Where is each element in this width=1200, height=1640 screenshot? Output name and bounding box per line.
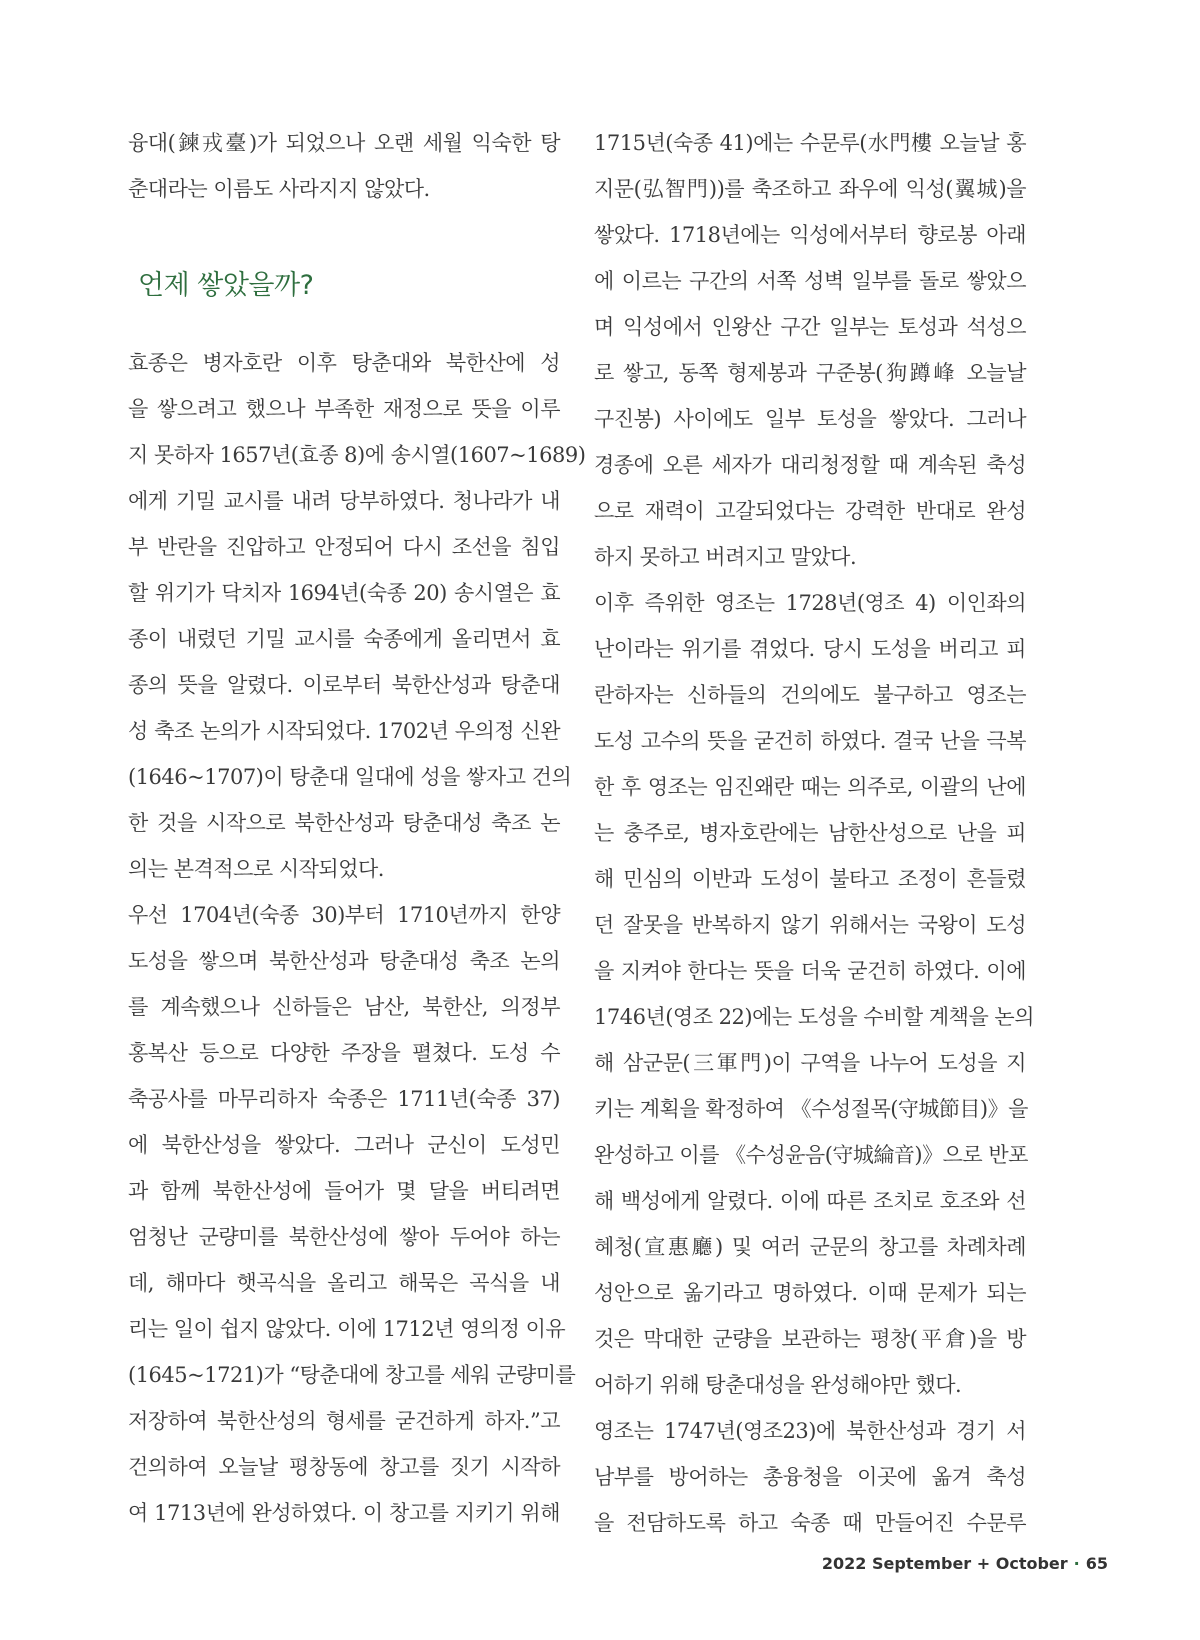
text-line: 데, 해마다 햇곡식을 올리고 해묵은 곡식을 내 bbox=[128, 1271, 560, 1295]
text-line: 효종은 병자호란 이후 탕춘대와 북한산에 성 bbox=[128, 351, 560, 375]
text-line: 남부를 방어하는 총융청을 이곳에 옮겨 축성 bbox=[594, 1465, 1026, 1489]
text-line: 1746년(영조 22)에는 도성을 수비할 계책을 논의 bbox=[594, 1005, 1035, 1029]
text-line: 는 충주로, 병자호란에는 남한산성으로 난을 피 bbox=[594, 821, 1026, 845]
text-line: 혜청(宣惠廳) 및 여러 군문의 창고를 차례차례 bbox=[594, 1235, 1026, 1259]
text-line: 성안으로 옮기라고 명하였다. 이때 문제가 되는 bbox=[594, 1281, 1026, 1305]
page-footer bbox=[822, 1554, 1108, 1573]
text-line: 를 계속했으나 신하들은 남산, 북한산, 의정부 bbox=[128, 995, 560, 1019]
text-line: 해 백성에게 알렸다. 이에 따른 조치로 호조와 선 bbox=[594, 1189, 1026, 1213]
text-line: 어하기 위해 탕춘대성을 완성해야만 했다. bbox=[594, 1373, 962, 1397]
text-line: 완성하고 이를 《수성윤음(守城綸音)》으로 반포 bbox=[594, 1143, 1028, 1167]
text-line: 융대(鍊戎臺)가 되었으나 오랜 세월 익숙한 탕 bbox=[128, 131, 560, 155]
footer-separator: · bbox=[1073, 1554, 1080, 1573]
left-column bbox=[128, 120, 586, 1536]
text-line: 난이라는 위기를 겪었다. 당시 도성을 버리고 피 bbox=[594, 637, 1026, 661]
section-spacer bbox=[128, 212, 560, 258]
text-line: 할 위기가 닥치자 1694년(숙종 20) 송시열은 효 bbox=[128, 581, 560, 605]
text-line: 을 쌓으려고 했으나 부족한 재정으로 뜻을 이루 bbox=[128, 397, 560, 421]
text-line: 엄청난 군량미를 북한산성에 쌓아 두어야 하는 bbox=[128, 1225, 560, 1249]
text-line: 경종에 오른 세자가 대리청정할 때 계속된 축성 bbox=[594, 453, 1026, 477]
text-line: 영조는 1747년(영조23)에 북한산성과 경기 서 bbox=[594, 1419, 1026, 1443]
text-line: 성 축조 논의가 시작되었다. 1702년 우의정 신완 bbox=[128, 719, 560, 743]
text-line: 을 전담하도록 하고 숙종 때 만들어진 수문루 bbox=[594, 1511, 1026, 1535]
text-line: 로 쌓고, 동쪽 형제봉과 구준봉(狗蹲峰 오늘날 bbox=[594, 361, 1026, 385]
text-line: 란하자는 신하들의 건의에도 불구하고 영조는 bbox=[594, 683, 1026, 707]
text-line: 축공사를 마무리하자 숙종은 1711년(숙종 37) bbox=[128, 1087, 560, 1111]
right-body-text bbox=[594, 120, 1035, 1546]
text-line: 저장하여 북한산성의 형세를 굳건하게 하자.”고 bbox=[128, 1409, 560, 1433]
text-line: 하지 못하고 버려지고 말았다. bbox=[594, 545, 857, 569]
text-line: 구진봉) 사이에도 일부 토성을 쌓았다. 그러나 bbox=[594, 407, 1026, 431]
text-line: 에 북한산성을 쌓았다. 그러나 군신이 도성민 bbox=[128, 1133, 560, 1157]
text-line: 종의 뜻을 알렸다. 이로부터 북한산성과 탕춘대 bbox=[128, 673, 560, 697]
text-line: 지문(弘智門))를 축조하고 좌우에 익성(翼城)을 bbox=[594, 177, 1026, 201]
text-line: 으로 재력이 고갈되었다는 강력한 반대로 완성 bbox=[594, 499, 1026, 523]
text-line: (1646~1707)이 탕춘대 일대에 성을 쌓자고 건의 bbox=[128, 765, 572, 789]
section-heading: 언제 쌓았을까? bbox=[138, 270, 314, 301]
text-line: 쌓았다. 1718년에는 익성에서부터 향로봉 아래 bbox=[594, 223, 1026, 247]
text-line: 해 삼군문(三軍門)이 구역을 나누어 도성을 지 bbox=[594, 1051, 1026, 1075]
page-number: 65 bbox=[1085, 1554, 1108, 1573]
text-line: 도성 고수의 뜻을 굳건히 하였다. 결국 난을 극복 bbox=[594, 729, 1026, 753]
text-line: 며 익성에서 인왕산 구간 일부는 토성과 석성으 bbox=[594, 315, 1026, 339]
left-body-text bbox=[128, 340, 586, 1536]
text-line: 에 이르는 구간의 서쪽 성벽 일부를 돌로 쌓았으 bbox=[594, 269, 1026, 293]
text-line: 지 못하자 1657년(효종 8)에 송시열(1607~1689) bbox=[128, 443, 586, 467]
text-line: 1715년(숙종 41)에는 수문루(水門樓 오늘날 홍 bbox=[594, 131, 1026, 155]
text-line: 홍복산 등으로 다양한 주장을 펼쳤다. 도성 수 bbox=[128, 1041, 560, 1065]
text-line: 부 반란을 진압하고 안정되어 다시 조선을 침입 bbox=[128, 535, 560, 559]
text-line: 키는 계획을 확정하여 《수성절목(守城節目)》을 bbox=[594, 1097, 1028, 1121]
text-line: 한 것을 시작으로 북한산성과 탕춘대성 축조 논 bbox=[128, 811, 560, 835]
text-line: 리는 일이 쉽지 않았다. 이에 1712년 영의정 이유 bbox=[128, 1317, 566, 1341]
text-line: 의는 본격적으로 시작되었다. bbox=[128, 857, 384, 881]
left-intro-paragraph bbox=[128, 120, 560, 212]
issue-label: 2022 September + October bbox=[821, 1554, 1068, 1573]
text-line: 에게 기밀 교시를 내려 당부하였다. 청나라가 내 bbox=[128, 489, 560, 513]
text-line: 을 지켜야 한다는 뜻을 더욱 굳건히 하였다. 이에 bbox=[594, 959, 1026, 983]
text-line: 과 함께 북한산성에 들어가 몇 달을 버티려면 bbox=[128, 1179, 560, 1203]
text-line: 종이 내렸던 기밀 교시를 숙종에게 올리면서 효 bbox=[128, 627, 560, 651]
text-line: 건의하여 오늘날 평창동에 창고를 짓기 시작하 bbox=[128, 1455, 560, 1479]
text-line: 해 민심의 이반과 도성이 불타고 조정이 흔들렸 bbox=[594, 867, 1026, 891]
text-line: 던 잘못을 반복하지 않기 위해서는 국왕이 도성 bbox=[594, 913, 1026, 937]
section-spacer bbox=[128, 314, 560, 340]
text-line: 여 1713년에 완성하였다. 이 창고를 지키기 위해 bbox=[128, 1501, 560, 1525]
right-column bbox=[594, 120, 1035, 1546]
text-line: 춘대라는 이름도 사라지지 않았다. bbox=[128, 177, 430, 201]
text-line: 것은 막대한 군량을 보관하는 평창(平倉)을 방 bbox=[594, 1327, 1026, 1351]
text-line: 우선 1704년(숙종 30)부터 1710년까지 한양 bbox=[128, 903, 560, 927]
text-line: 한 후 영조는 임진왜란 때는 의주로, 이괄의 난에 bbox=[594, 775, 1026, 799]
text-line: (1645~1721)가 “탕춘대에 창고를 세워 군량미를 bbox=[128, 1363, 576, 1387]
text-line: 도성을 쌓으며 북한산성과 탕춘대성 축조 논의 bbox=[128, 949, 560, 973]
text-line: 이후 즉위한 영조는 1728년(영조 4) 이인좌의 bbox=[594, 591, 1026, 615]
